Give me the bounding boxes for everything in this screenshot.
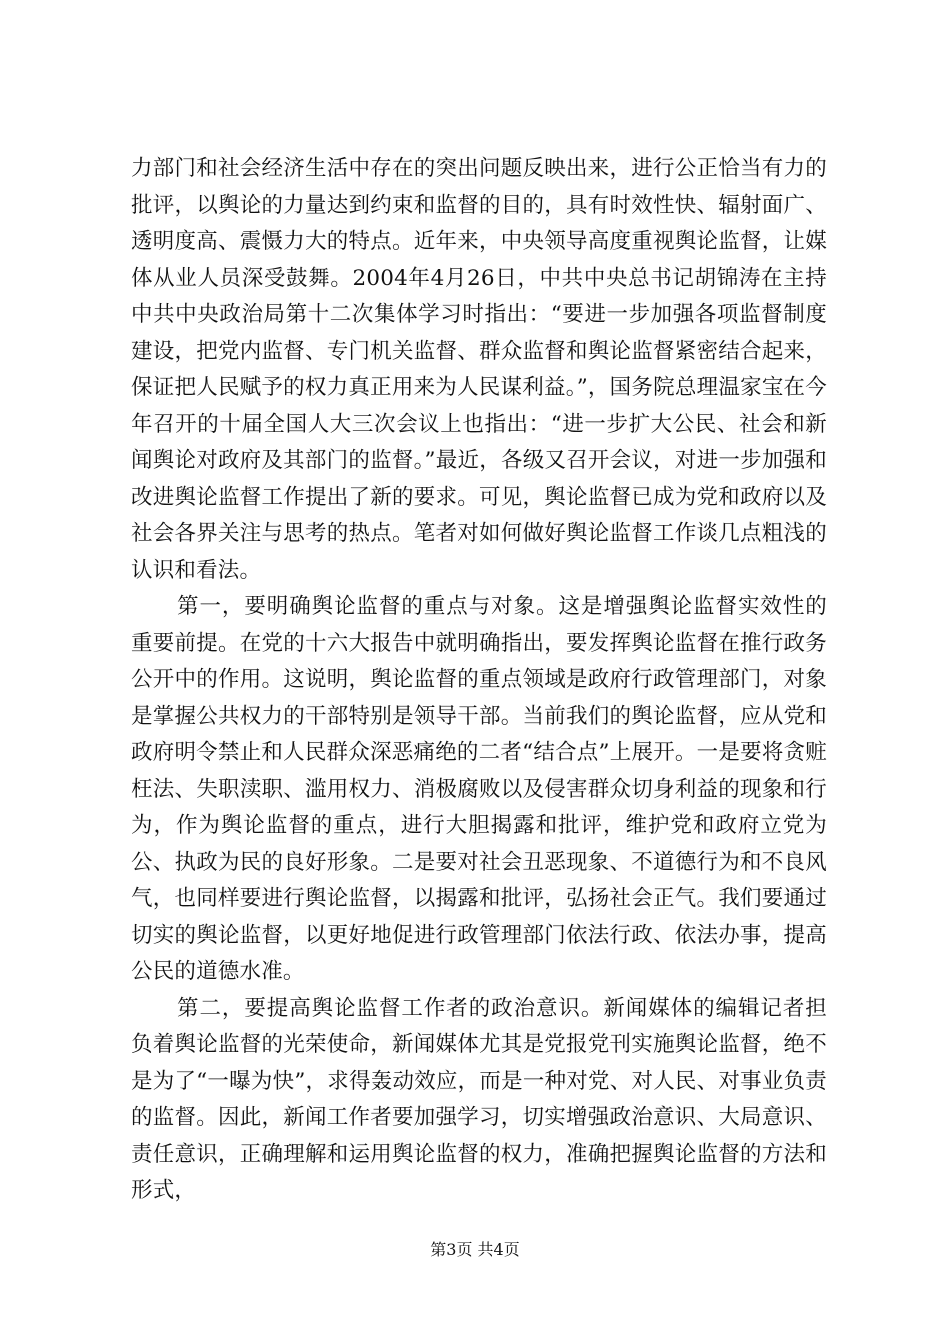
paragraph-continued: 力部门和社会经济生活中存在的突出问题反映出来，进行公正恰当有力的批评，以舆论的力量达到约束和监督的目的，具有时效性快、辐射面广、透明度高、震慑力大的特点。近年来，中央领导高度重视舆论监督，让媒体从业人员深受鼓舞。2004年4月26日，中共中央总书记胡锦涛在主持中共中央政治局第十二次集体学习时指出：“要进一步加强各项监督制度建设，把党内监督、专门机关监督、群众监督和舆论监督紧密结合起来，保证把人民赋予的权力真正用来为人民谋利益。”，国务院总理温家宝在今年召开的十届全国人大三次会议上也指出：“进一步扩大公民、社会和新闻舆论对政府及其部门的监督。”最近，各级又召开会议，对进一步加强和改进舆论监督工作提出了新的要求。可见，舆论监督已成为党和政府以及社会各界关注与思考的热点。笔者对如何做好舆论监督工作谈几点粗浅的认识和看法。 xyxy=(131,156,827,583)
paragraph-point-one: 第一，要明确舆论监督的重点与对象。这是增强舆论监督实效性的重要前提。在党的十六大报告中就明确指出，要发挥舆论监督在推行政务公开中的作用。这说明，舆论监督的重点领域是政府行政管理部门，对象是掌握公共权力的干部特别是领导干部。当前我们的舆论监督，应从党和政府明令禁止和人民群众深恶痛绝的二者“结合点”上展开。一是要将贪赃枉法、失职渎职、滥用权力、消极腐败以及侵害群众切身利益的现象和行为，作为舆论监督的重点，进行大胆揭露和批评，维护党和政府立党为公、执政为民的良好形象。二是要对社会丑恶现象、不道德行为和不良风气，也同样要进行舆论监督，以揭露和批评，弘扬社会正气。我们要通过切实的舆论监督，以更好地促进行政管理部门依法行政、依法办事，提高公民的道德水准。 xyxy=(131,594,827,984)
document-body xyxy=(131,151,827,1210)
page-footer: 第3页 共4页 xyxy=(430,1240,520,1259)
paragraph-point-two: 第二，要提高舆论监督工作者的政治意识。新闻媒体的编辑记者担负着舆论监督的光荣使命，新闻媒体尤其是党报党刊实施舆论监督，绝不是为了“一曝为快”，求得轰动效应，而是一种对党、对人民、对事业负责的监督。因此，新闻工作者要加强学习，切实增强政治意识、大局意识、责任意识，正确理解和运用舆论监督的权力，准确把握舆论监督的方法和形式， xyxy=(131,995,827,1203)
